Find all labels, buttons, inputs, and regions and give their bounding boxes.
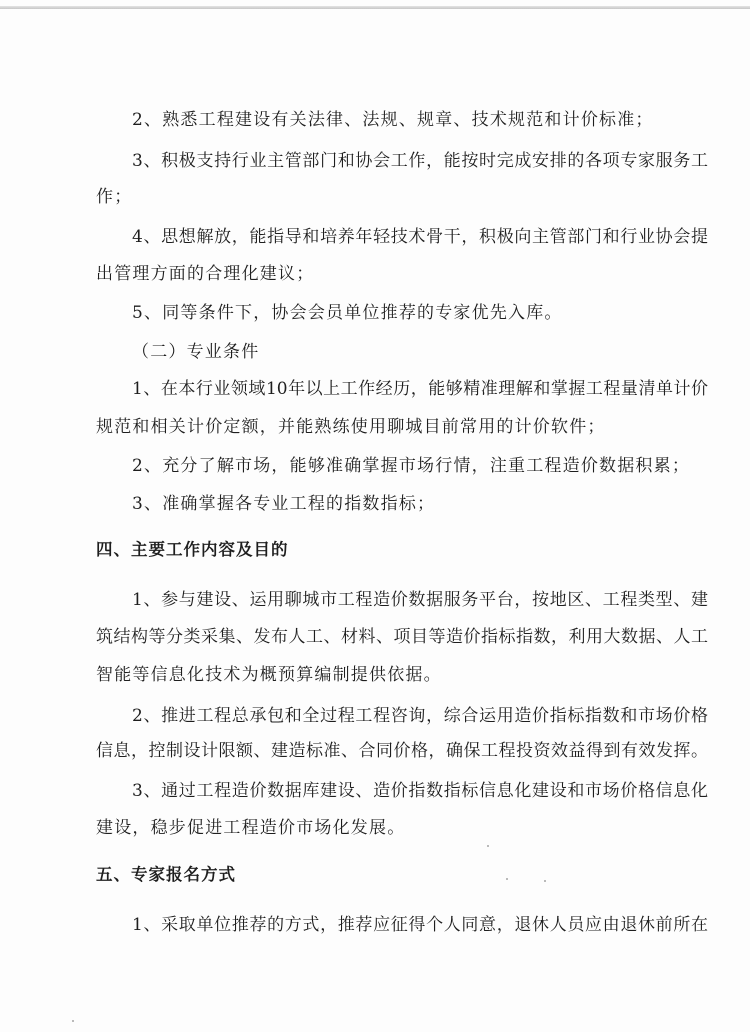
- text-line: 建设，稳步促进工程造价市场化发展。: [96, 818, 406, 838]
- scan-speck: [72, 1020, 74, 1022]
- scan-speck: [506, 878, 508, 880]
- text-line: 2、熟悉工程建设有关法律、法规、规章、技术规范和计价标准；: [132, 110, 654, 130]
- text-line: 3、准确掌握各专业工程的指数指标；: [132, 494, 436, 514]
- text-line: 智能等信息化技术为概预算编制提供依据。: [96, 665, 442, 685]
- text-line: 2、推进工程总承包和全过程工程咨询，综合运用造价指标指数和市场价格: [132, 706, 708, 726]
- section-heading: 五、专家报名方式: [96, 865, 236, 884]
- text-line: 2、充分了解市场，能够准确掌握市场行情，注重工程造价数据积累；: [132, 456, 691, 476]
- text-line: 出管理方面的合理化建议；: [96, 264, 315, 284]
- text-line: 1、采取单位推荐的方式，推荐应征得个人同意，退休人员应由退休前所在: [132, 915, 708, 935]
- section-heading: 四、主要工作内容及目的: [96, 540, 289, 559]
- subsection-heading: （二）专业条件: [132, 342, 260, 362]
- document-page: [96, 0, 708, 1032]
- text-line: 3、通过工程造价数据库建设、造价指数指标信息化建设和市场价格信息化: [132, 781, 708, 801]
- text-line: 作；: [96, 187, 133, 207]
- text-line: 1、参与建设、运用聊城市工程造价数据服务平台，按地区、工程类型、建: [132, 590, 708, 610]
- text-line: 1、在本行业领域10年以上工作经历，能够精准理解和掌握工程量清单计价: [132, 379, 708, 399]
- text-line: 4、思想解放，能指导和培养年轻技术骨干，积极向主管部门和行业协会提: [132, 227, 708, 247]
- text-line: 5、同等条件下，协会会员单位推荐的专家优先入库。: [132, 303, 563, 323]
- text-line: 3、积极支持行业主管部门和协会工作，能按时完成安排的各项专家服务工: [132, 151, 708, 171]
- scan-speck: [487, 845, 489, 847]
- text-line: 规范和相关计价定额，并能熟练使用聊城目前常用的计价软件；: [96, 417, 606, 437]
- text-line: 信息，控制设计限额、建造标准、合同价格，确保工程投资效益得到有效发挥。: [96, 741, 708, 761]
- text-line: 筑结构等分类采集、发布人工、材料、项目等造价指标指数，利用大数据、人工: [96, 627, 708, 647]
- scan-speck: [544, 880, 546, 882]
